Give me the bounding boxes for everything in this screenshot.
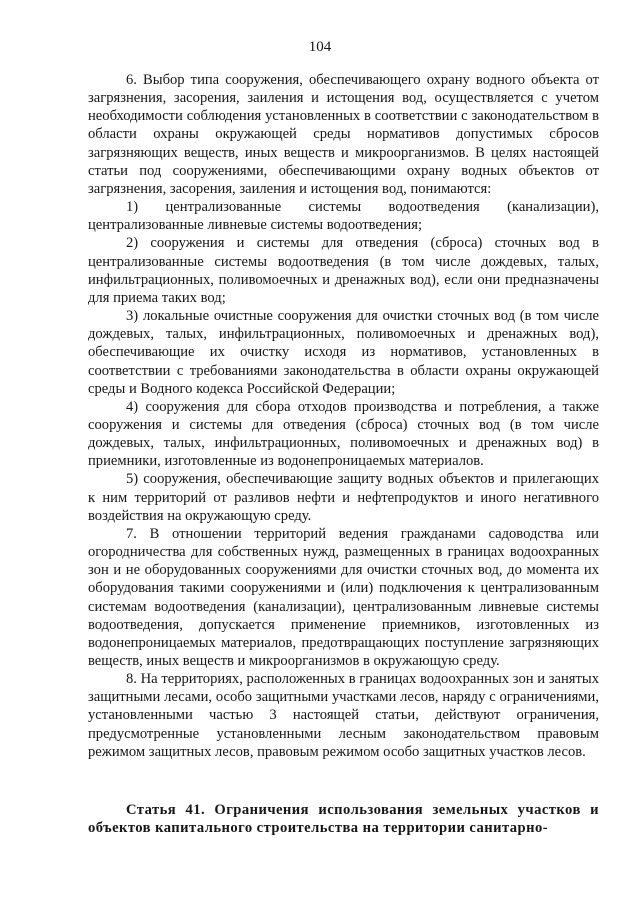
item-6-subitem-5: 5) сооружения, обеспечивающие защиту водных объектов и прилегающих к ним территорий от разливов нефти и нефтепродуктов и иного негативного воздействия на окружающую среду. bbox=[88, 471, 599, 524]
item-6-subitem-4: 4) сооружения для сбора отходов производства и потребления, а также сооружения и системы для отведения (сброса) сточных вод (в том числе дождевых, талых, инфильтрационных, поливомоечных и дренажных вод) в приемники, изготовленные из водонепроницаемых материалов. bbox=[88, 398, 599, 470]
page-number: 104 bbox=[308, 39, 332, 55]
item-7-paragraph: 7. В отношении территорий ведения гражданами садоводства или огородничества для собственных нужд, размещенных в границах водоохранных зон и не оборудованных сооружениями для очистки сточных вод, до момента их оборудования такими сооружениями и (или) подключения к централизованным системам водоотведения (канализации), централизованным ливневые системы водоотведения, допускается применение приемников, изготовленных из водонепроницаемых материалов, предотвращающих поступление загрязняющих веществ, иных веществ и микроорганизмов в окружающую среду. bbox=[88, 525, 599, 669]
item-6-subitem-3: 3) локальные очистные сооружения для очистки сточных вод (в том числе дождевых, талых, инфильтрационных, поливомоечных и дренажных вод), обеспечивающие их очистку исходя из нормативов, установленных в соответствии с требованиями законодательства в области охраны окружающей среды и Водного кодекса Российской Федерации; bbox=[88, 308, 599, 397]
item-6-subitem-1: 1) централизованные системы водоотведения (канализации), централизованные ливневые системы водоотведения; bbox=[88, 199, 599, 234]
document-body bbox=[88, 71, 599, 761]
item-6-subitem-2: 2) сооружения и системы для отведения (сброса) сточных вод в централизованные системы водоотведения (в том числе дождевых, талых, инфильтрационных, поливомоечных и дренажных вод), если они предназначены для приема таких вод; bbox=[88, 235, 599, 306]
article-41-heading: Статья 41. Ограничения использования земельных участков и объектов капитального строительства на территории санитарно- bbox=[88, 802, 599, 837]
item-6-intro: 6. Выбор типа сооружения, обеспечивающего охрану водного объекта от загрязнения, засорения, заиления и истощения вод, осуществляется с учетом необходимости соблюдения установленных в соответствии с законодательством в области охраны окружающей среды нормативов допустимых сбросов загрязняющих веществ, иных веществ и микроорганизмов. В целях настоящей статьи под сооружениями, обеспечивающими охрану водных объектов от загрязнения, засорения, заиления и истощения вод, понимаются: bbox=[88, 72, 599, 197]
item-8-paragraph: 8. На территориях, расположенных в границах водоохранных зон и занятых защитными лесами, особо защитными участками лесов, наряду с ограничениями, установленными частью 3 настоящей статьи, действуют ограничения, предусмотренные установленными лесным законодательством правовым режимом защитных лесов, правовым режимом особо защитных участков лесов. bbox=[88, 671, 599, 760]
